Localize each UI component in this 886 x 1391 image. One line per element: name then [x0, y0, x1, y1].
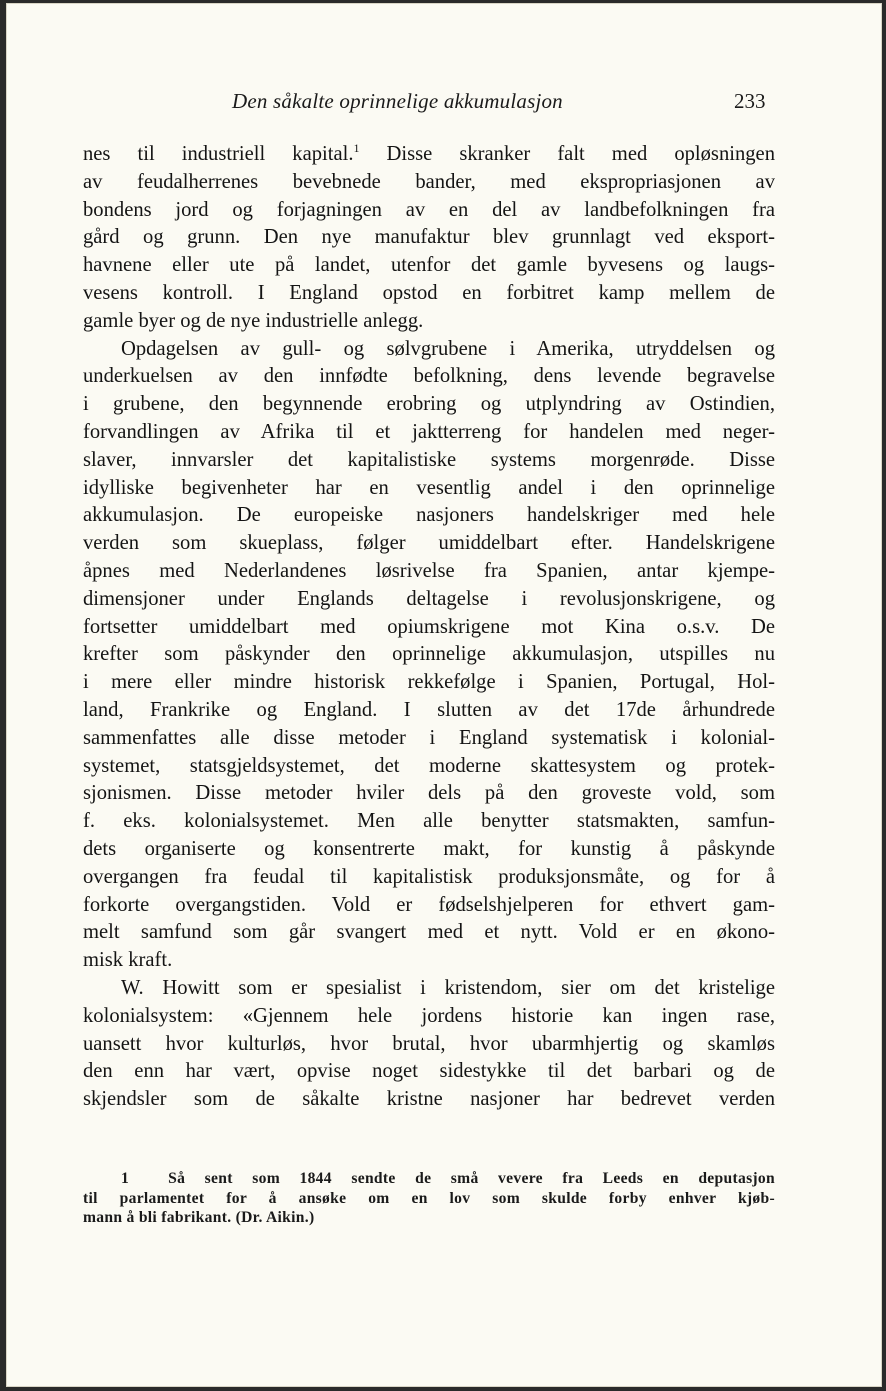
footnote-marker: 1	[121, 1170, 130, 1187]
text-line: land, Frankrike og England. I slutten av det 17de århundrede	[83, 698, 775, 721]
text-line: f. eks. kolonialsystemet. Men alle benytter statsmakten, samfun-	[83, 810, 775, 833]
text-line: krefter som påskynder den oprinnelige akkumulasjon, utspilles nu	[83, 643, 775, 666]
text-line: dimensjoner under Englands deltagelse i revolusjonskrigene, og	[83, 587, 775, 610]
text-line	[83, 141, 775, 169]
text-line: Opdagelsen av gull- og sølvgrubene i Amerika, utryddelsen og	[121, 337, 775, 360]
running-head-title: Den såkalte oprinnelige akkumulasjon	[232, 89, 563, 113]
book-page	[6, 3, 882, 1387]
text-line: W. Howitt som er spesialist i kristendom, sier om det kristelige	[121, 976, 775, 999]
text-line: sammenfattes alle disse metoder i England systematisk i kolonial-	[83, 726, 775, 749]
text-line: havnene eller ute på landet, utenfor det gamle byvesens og laugs-	[83, 254, 775, 277]
text-line: vesens kontroll. I England opstod en forbitret kamp mellem de	[83, 281, 775, 304]
text-line: gård og grunn. Den nye manufaktur blev grunnlagt ved eksport-	[83, 226, 775, 249]
text-line: overgangen fra feudal til kapitalistisk produksjonsmåte, og for å	[83, 865, 775, 888]
body-text	[83, 141, 775, 1114]
text-line: skjendsler som de såkalte kristne nasjoner har bedrevet verden	[83, 1088, 775, 1111]
text-line: i mere eller mindre historisk rekkefølge i Spanien, Portugal, Hol-	[83, 671, 775, 694]
text-line: slaver, innvarsler det kapitalistiske systems morgenrøde. Disse	[83, 448, 775, 471]
text-line: forkorte overgangstiden. Vold er fødselshjelperen for ethvert gam-	[83, 893, 775, 916]
text-line: misk kraft.	[83, 949, 173, 972]
text-line: uansett hvor kulturløs, hvor brutal, hvor ubarmhjertig og skamløs	[83, 1032, 775, 1055]
footnote-ref: 1	[353, 141, 360, 155]
text-line: bondens jord og forjagningen av en del av landbefolkningen fra	[83, 198, 775, 221]
text-line: dets organiserte og konsentrerte makt, for kunstig å påskynde	[83, 837, 775, 860]
paragraph	[83, 336, 775, 975]
text-line-part: nes til industriell kapital.	[83, 143, 354, 165]
footnote-line: mann å bli fabrikant. (Dr. Aikin.)	[83, 1209, 315, 1226]
text-line: underkuelsen av den innfødte befolkning, dens levende begravelse	[83, 365, 775, 388]
text-line: idylliske begivenheter har en vesentlig andel i den oprinnelige	[83, 476, 775, 499]
text-line: verden som skueplass, følger umiddelbart efter. Handelskrigene	[83, 532, 775, 555]
text-line: forvandlingen av Afrika til et jaktterreng for handelen med neger-	[83, 420, 775, 443]
text-line: den enn har vært, opvise noget sidestykke til det barbari og de	[83, 1060, 775, 1083]
text-line-part: Disse skranker falt med opløsningen	[386, 143, 775, 165]
text-line: fortsetter umiddelbart med opiumskrigene mot Kina o.s.v. De	[83, 615, 775, 638]
text-line: melt samfund som går svangert med et nytt. Vold er en økono-	[83, 921, 775, 944]
text-line: sjonismen. Disse metoder hviler dels på den groveste vold, som	[83, 782, 775, 805]
text-line: gamle byer og de nye industrielle anlegg.	[83, 309, 424, 332]
paragraph	[83, 975, 775, 1114]
text-line: systemet, statsgjeldsystemet, det moderne skattesystem og protek-	[83, 754, 775, 777]
text-line: i grubene, den begynnende erobring og utplyndring av Ostindien,	[83, 393, 775, 416]
text-line: av feudalherrenes bevebnede bander, med ekspropriasjonen av	[83, 170, 775, 193]
text-line: åpnes med Nederlandenes løsrivelse fra Spanien, antar kjempe-	[83, 559, 775, 582]
footnote-line-text: Så sent som 1844 sendte de små vevere fra Leeds en deputasjon	[168, 1170, 775, 1187]
footnote	[83, 1169, 775, 1228]
text-line: akkumulasjon. De europeiske nasjoners handelskriger med hele	[83, 504, 775, 527]
footnote-line	[83, 1169, 775, 1189]
page-number: 233	[734, 89, 766, 113]
footnote-line: til parlamentet for å ansøke om en lov som skulde forby enhver kjøb-	[83, 1189, 775, 1207]
running-head	[6, 89, 882, 119]
text-line: kolonialsystem: «Gjennem hele jordens historie kan ingen rase,	[83, 1004, 775, 1027]
paragraph	[83, 141, 775, 336]
